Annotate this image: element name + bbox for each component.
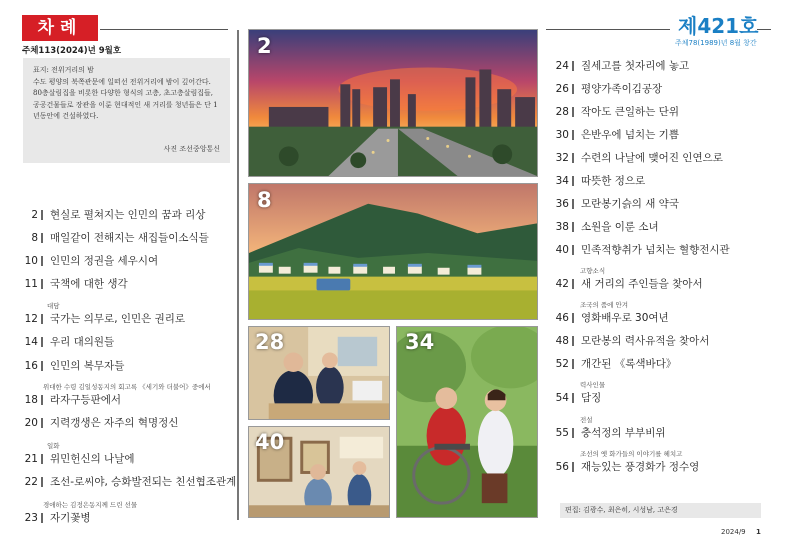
toc-entry[interactable] — [22, 451, 134, 466]
toc-separator — [572, 313, 574, 323]
toc-separator — [41, 256, 43, 266]
cover-caption-line: 수도 평양의 북쪽관문에 일떠선 전위거리에 밤이 깊어간다. — [33, 77, 211, 86]
toc-title: 개간된 《록색바다》 — [581, 358, 677, 370]
toc-page: 2 — [31, 208, 38, 221]
toc-entry[interactable] — [22, 334, 114, 349]
toc-page: 21 — [24, 452, 38, 465]
toc-page: 23 — [24, 511, 38, 524]
toc-page: 42 — [555, 277, 569, 290]
toc-separator — [572, 336, 574, 346]
toc-separator — [572, 84, 574, 94]
toc-separator — [41, 210, 43, 220]
toc-kicker: 위대한 수령 김일성동지의 회고록 《세기와 더불어》중에서 — [43, 383, 211, 391]
toc-title: 작아도 큰일하는 단위 — [581, 106, 679, 118]
toc-separator — [572, 130, 574, 140]
toc-title: 자기꽃병 — [50, 512, 91, 524]
issue-number: 제421호 — [678, 14, 759, 38]
toc-page: 46 — [555, 311, 569, 324]
toc-title: 은반우에 넘치는 기쁨 — [581, 129, 679, 141]
toc-separator — [41, 279, 43, 289]
toc-title: 영화배우로 30여년 — [581, 312, 669, 324]
toc-page: 14 — [24, 335, 38, 348]
toc-title: 국가는 의무로, 인민은 권리로 — [50, 313, 186, 325]
toc-separator — [41, 418, 43, 428]
toc-page: 34 — [555, 174, 569, 187]
toc-page: 36 — [555, 197, 569, 210]
toc-kicker: 경애하는 김정은동지께 드린 선물 — [43, 501, 138, 509]
toc-page: 38 — [555, 220, 569, 233]
park-illustration — [397, 327, 537, 517]
toc-page: 48 — [555, 334, 569, 347]
volume-info: 주체113(2024)년 9월호 — [22, 46, 122, 56]
toc-entry[interactable] — [551, 356, 676, 371]
toc-entry[interactable] — [551, 333, 709, 348]
toc-entry[interactable] — [551, 425, 665, 440]
toc-title: 위민헌신의 나날에 — [50, 453, 135, 465]
toc-title: 현실로 펼쳐지는 인민의 꿈과 리상 — [50, 209, 206, 221]
toc-kicker: 조선의 옛 화가들의 이야기를 헤치고 — [580, 450, 683, 458]
toc-kicker: 대담 — [47, 302, 60, 310]
toc-page: 20 — [24, 416, 38, 429]
toc-entry[interactable] — [22, 311, 185, 326]
toc-page: 32 — [555, 151, 569, 164]
toc-separator — [572, 428, 574, 438]
toc-separator — [572, 279, 574, 289]
toc-entry[interactable] — [551, 459, 699, 474]
toc-title: 소원을 이룬 소녀 — [581, 221, 659, 233]
toc-page: 55 — [555, 426, 569, 439]
footer-page-number: 1 — [756, 528, 761, 536]
toc-title: 평양가족이김공장 — [581, 83, 663, 95]
toc-entry[interactable] — [551, 196, 679, 211]
toc-page: 28 — [555, 105, 569, 118]
toc-separator — [572, 222, 574, 232]
toc-separator — [41, 513, 43, 523]
toc-separator — [572, 393, 574, 403]
toc-separator — [41, 477, 43, 487]
toc-title: 우리 대의원들 — [50, 336, 115, 348]
toc-title: 새 거리의 주인들을 찾아서 — [581, 278, 703, 290]
toc-entry[interactable] — [22, 474, 236, 489]
footer-date: 2024/9 — [721, 528, 746, 536]
toc-title: 재능있는 풍경화가 정수영 — [581, 461, 700, 473]
toc-separator — [41, 337, 43, 347]
header-rule-right — [546, 29, 670, 30]
toc-kicker: 고향소식 — [580, 267, 606, 275]
toc-separator — [572, 462, 574, 472]
toc-entry[interactable] — [551, 310, 669, 325]
toc-title: 모란봉의 력사유적을 찾아서 — [581, 335, 710, 347]
photo-page-label: 2 — [257, 34, 272, 58]
toc-entry[interactable] — [22, 392, 121, 407]
toc-entry[interactable] — [551, 173, 645, 188]
toc-entry[interactable] — [22, 276, 128, 291]
toc-page: 10 — [24, 254, 38, 267]
toc-entry[interactable] — [551, 104, 679, 119]
toc-kicker: 력사인물 — [580, 381, 606, 389]
contents-title: 차례 — [22, 15, 98, 41]
city-illustration — [249, 30, 537, 176]
photo-page-label: 40 — [255, 430, 285, 454]
toc-page: 16 — [24, 359, 38, 372]
toc-entry[interactable] — [22, 207, 205, 222]
toc-separator — [572, 153, 574, 163]
toc-title: 담징 — [581, 392, 602, 404]
toc-entry[interactable] — [551, 219, 659, 234]
editorial-credits: 편집: 김광수, 최은히, 시성남, 고은경 — [560, 503, 761, 518]
toc-title: 인민의 복무자들 — [50, 360, 125, 372]
photo-city-sunset[interactable] — [248, 29, 538, 177]
toc-entry[interactable] — [551, 81, 662, 96]
toc-entry[interactable] — [22, 230, 209, 245]
toc-title: 따뜻한 정으로 — [581, 175, 646, 187]
toc-title: 충석정의 부부비위 — [581, 427, 666, 439]
toc-title: 민족적향취가 넘치는 혈향전시관 — [581, 244, 730, 256]
toc-entry[interactable] — [22, 253, 158, 268]
toc-separator — [41, 454, 43, 464]
photo-park-wheelchair[interactable] — [396, 326, 538, 518]
header-rule-far-right — [757, 29, 771, 30]
toc-title: 조선-로씨야, 승화발전되는 친선협조관계 — [50, 476, 237, 488]
cover-caption — [23, 58, 230, 163]
toc-page: 40 — [555, 243, 569, 256]
cover-caption-credit: 사진 조선중앙통신 — [163, 144, 220, 153]
toc-entry[interactable] — [551, 150, 723, 165]
toc-title: 수련의 나날에 맺어진 인연으로 — [581, 152, 723, 164]
photo-mountain-village[interactable] — [248, 183, 538, 320]
toc-separator — [41, 233, 43, 243]
toc-page: 56 — [555, 460, 569, 473]
toc-page: 11 — [24, 277, 38, 290]
toc-separator — [572, 61, 574, 71]
toc-kicker: 전설 — [580, 416, 593, 424]
toc-separator — [41, 314, 43, 324]
toc-separator — [572, 107, 574, 117]
photo-page-label: 28 — [255, 330, 285, 354]
toc-entry[interactable] — [22, 358, 124, 373]
toc-title: 질세고를 첫자리에 놓고 — [581, 60, 690, 72]
founding-info: 주체78(1989)년 8월 창간 — [675, 39, 757, 47]
toc-separator — [572, 245, 574, 255]
photo-office-workers[interactable] — [248, 326, 390, 420]
toc-title: 라자구등판에서 — [50, 394, 122, 406]
toc-separator — [41, 361, 43, 371]
toc-title: 인민의 정권을 세우시여 — [50, 255, 159, 267]
toc-separator — [572, 359, 574, 369]
toc-entry[interactable] — [22, 510, 91, 525]
toc-separator — [572, 176, 574, 186]
photo-page-label: 34 — [405, 330, 435, 354]
toc-entry[interactable] — [551, 58, 689, 73]
toc-page: 30 — [555, 128, 569, 141]
toc-page: 52 — [555, 357, 569, 370]
column-divider — [237, 30, 239, 520]
toc-kicker: 일화 — [47, 442, 60, 450]
toc-page: 12 — [24, 312, 38, 325]
toc-title: 모란봉기슭의 새 약국 — [581, 198, 679, 210]
toc-page: 24 — [555, 59, 569, 72]
toc-entry[interactable] — [551, 127, 679, 142]
toc-kicker: 조국의 품에 안겨 — [580, 301, 629, 309]
toc-entry[interactable] — [551, 242, 730, 257]
toc-page: 22 — [24, 475, 38, 488]
header-rule-left — [100, 29, 228, 30]
toc-entry[interactable] — [551, 390, 601, 405]
toc-entry[interactable] — [22, 415, 178, 430]
toc-title: 지력갱생은 자주의 혁명정신 — [50, 417, 179, 429]
toc-entry[interactable] — [551, 276, 703, 291]
toc-page: 18 — [24, 393, 38, 406]
cover-caption-line: 80층살림집을 비롯한 다양한 형식의 고층, 초고층살림집들, 공공건물들로 장관을 이룬 현대적인 새 거리를 청년들은 단 1년동안에 건설하였다. — [33, 89, 218, 120]
village-illustration — [249, 184, 537, 319]
photo-exhibition-hall[interactable] — [248, 426, 390, 518]
cover-caption-title: 표지: 전위거리의 밤 — [33, 66, 94, 74]
toc-page: 26 — [555, 82, 569, 95]
toc-separator — [41, 395, 43, 405]
toc-separator — [572, 199, 574, 209]
photo-page-label: 8 — [257, 188, 272, 212]
toc-title: 매일같이 전해지는 새집들이소식들 — [50, 232, 209, 244]
toc-page: 54 — [555, 391, 569, 404]
toc-title: 국책에 대한 생각 — [50, 278, 128, 290]
toc-page: 8 — [31, 231, 38, 244]
